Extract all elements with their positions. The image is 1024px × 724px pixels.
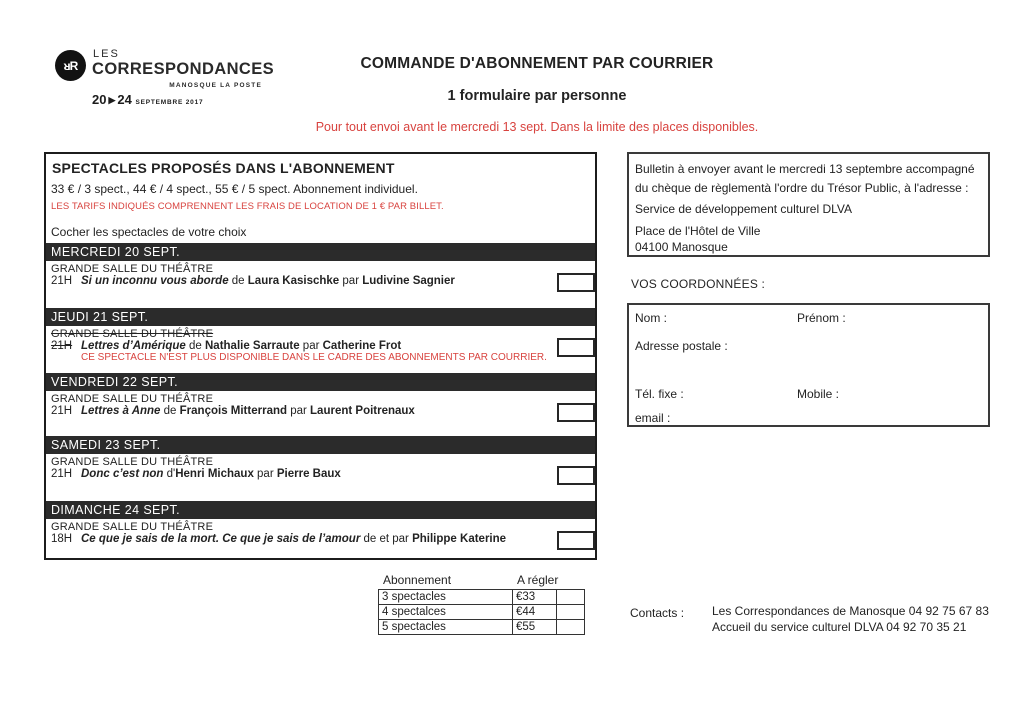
day-header-bar: MERCREDI 20 SEPT. — [46, 243, 595, 261]
day-header-bar: SAMEDI 23 SEPT. — [46, 436, 595, 454]
summary-column-header-aregler: A régler — [517, 573, 559, 587]
subscription-label: 4 spectalces — [379, 605, 513, 619]
spectacle-title: Lettres à Anne — [81, 405, 161, 417]
spectacle-title: Donc c’est non — [81, 468, 164, 480]
contacts-block — [712, 603, 989, 635]
time-label: 21H — [51, 275, 73, 287]
unavailable-note: CE SPECTACLE N'EST PLUS DISPONIBLE DANS LE CADRE DES ABONNEMENTS PAR COURRIER. — [81, 352, 547, 363]
performance-description — [81, 533, 506, 545]
person-name: François Mitterrand — [179, 405, 288, 417]
postal-address-field-label: Adresse postale : — [635, 339, 728, 353]
coordinates-form-box[interactable] — [627, 303, 990, 427]
logo-text-correspondances: CORRESPONDANCES — [92, 60, 275, 78]
venue-label: GRANDE SALLE DU THÉÂTRE — [51, 521, 214, 533]
venue-label: GRANDE SALLE DU THÉÂTRE — [51, 393, 214, 405]
logo-text-les: LES — [93, 48, 120, 60]
spectacle-checkbox[interactable] — [557, 338, 595, 357]
connector-text: d' — [163, 468, 176, 480]
day-header-bar: DIMANCHE 24 SEPT. — [46, 501, 595, 519]
person-name: Ludivine Sagnier — [362, 275, 455, 287]
connector-text: par — [287, 405, 311, 417]
performance-description — [81, 405, 415, 417]
connector-text: de et par — [360, 533, 413, 545]
pricing-line: 33 € / 3 spect., 44 € / 4 spect., 55 € / 5 spect. Abonnement individuel. — [51, 182, 418, 196]
mailing-address-line: 04100 Manosque — [635, 240, 728, 254]
performance-description — [81, 468, 341, 480]
summary-checkbox-cell[interactable] — [557, 590, 584, 604]
subscription-price: €33 — [513, 590, 557, 604]
festival-logo-icon: ᴚR — [55, 50, 86, 81]
connector-text: de — [228, 275, 248, 287]
program-title: SPECTACLES PROPOSÉS DANS L'ABONNEMENT — [52, 160, 395, 176]
spectacle-title: Lettres d’Amérique — [81, 340, 186, 352]
summary-checkbox-cell[interactable] — [557, 605, 584, 619]
spectacle-checkbox[interactable] — [557, 466, 595, 485]
firstname-field-label: Prénom : — [797, 311, 846, 325]
performance-line — [51, 468, 341, 480]
subscription-label: 3 spectacles — [379, 590, 513, 604]
date-from: 20 — [92, 92, 107, 107]
performance-line — [51, 533, 506, 545]
venue-label: GRANDE SALLE DU THÉÂTRE — [51, 328, 214, 340]
summary-column-header-abonnement: Abonnement — [383, 573, 452, 587]
person-name: Philippe Katerine — [412, 533, 507, 545]
check-instruction: Cocher les spectacles de votre choix — [51, 225, 247, 239]
contact-line: Accueil du service culturel DLVA 04 92 70 35 21 — [712, 620, 967, 634]
coordinates-section-label: VOS COORDONNÉES : — [631, 277, 766, 291]
summary-checkbox-cell[interactable] — [557, 620, 584, 634]
connector-text: par — [299, 340, 323, 352]
connector-text: par — [253, 468, 277, 480]
performance-line — [51, 405, 415, 417]
time-label: 21H — [51, 340, 73, 352]
landline-field-label: Tél. fixe : — [635, 387, 684, 401]
performance-description — [81, 275, 455, 287]
venue-label: GRANDE SALLE DU THÉÂTRE — [51, 263, 214, 275]
date-to: 24 — [117, 92, 132, 107]
person-name: Henri Michaux — [175, 468, 254, 480]
tariff-note: LES TARIFS INDIQUÉS COMPRENNENT LES FRAIS DE LOCATION DE 1 € PAR BILLET. — [51, 201, 444, 212]
connector-text: par — [339, 275, 363, 287]
spectacle-checkbox[interactable] — [557, 273, 595, 292]
performance-description — [81, 340, 401, 352]
mobile-field-label: Mobile : — [797, 387, 840, 401]
logo-subtitle: MANOSQUE LA POSTE — [169, 82, 262, 89]
subscription-label: 5 spectacles — [379, 620, 513, 634]
venue-label: GRANDE SALLE DU THÉÂTRE — [51, 456, 214, 468]
person-name: Nathalie Sarraute — [205, 340, 300, 352]
contacts-label: Contacts : — [630, 606, 685, 620]
name-field-label: Nom : — [635, 311, 668, 325]
mailing-address-line: Place de l'Hôtel de Ville — [635, 224, 761, 238]
subscription-price: €55 — [513, 620, 557, 634]
mailing-instruction-line: du chèque de règlementà l'ordre du Trésor Public, à l'adresse : — [635, 181, 969, 195]
table-row — [379, 590, 584, 605]
page-subtitle: 1 formulaire par personne — [447, 88, 627, 104]
spectacle-checkbox[interactable] — [557, 531, 595, 550]
email-field-label: email : — [635, 411, 671, 425]
person-name: Catherine Frot — [322, 340, 402, 352]
arrow-right-icon: ▶ — [108, 95, 116, 105]
time-label: 21H — [51, 405, 73, 417]
page-title: COMMANDE D'ABONNEMENT PAR COURRIER — [360, 55, 714, 72]
person-name: Laura Kasischke — [247, 275, 340, 287]
performance-line — [51, 275, 455, 287]
connector-text: de — [160, 405, 180, 417]
time-label: 21H — [51, 468, 73, 480]
connector-text: de — [185, 340, 205, 352]
spectacle-title: Ce que je sais de la mort. Ce que je sais de l’amour — [81, 533, 361, 545]
mailing-instructions-box — [627, 152, 990, 257]
spectacle-checkbox[interactable] — [557, 403, 595, 422]
performance-line — [51, 340, 401, 352]
time-label: 18H — [51, 533, 73, 545]
person-name: Laurent Poitrenaux — [310, 405, 415, 417]
deadline-notice: Pour tout envoi avant le mercredi 13 sept. Dans la limite des places disponibles. — [315, 120, 759, 134]
day-header-bar: JEUDI 21 SEPT. — [46, 308, 595, 326]
date-suffix: SEPTEMBRE 2017 — [135, 99, 204, 106]
program-box — [44, 152, 597, 560]
table-row — [379, 620, 584, 635]
subscription-price: €44 — [513, 605, 557, 619]
day-header-bar: VENDREDI 22 SEPT. — [46, 373, 595, 391]
person-name: Pierre Baux — [276, 468, 341, 480]
mailing-instruction-line: Bulletin à envoyer avant le mercredi 13 septembre accompagné — [635, 162, 975, 176]
subscription-summary-table — [378, 589, 585, 635]
spectacle-title: Si un inconnu vous aborde — [81, 275, 229, 287]
mailing-address-line: Service de développement culturel DLVA — [635, 202, 853, 216]
contact-line: Les Correspondances de Manosque 04 92 75 67 83 — [712, 604, 989, 618]
table-row — [379, 605, 584, 620]
festival-dates — [92, 92, 203, 107]
